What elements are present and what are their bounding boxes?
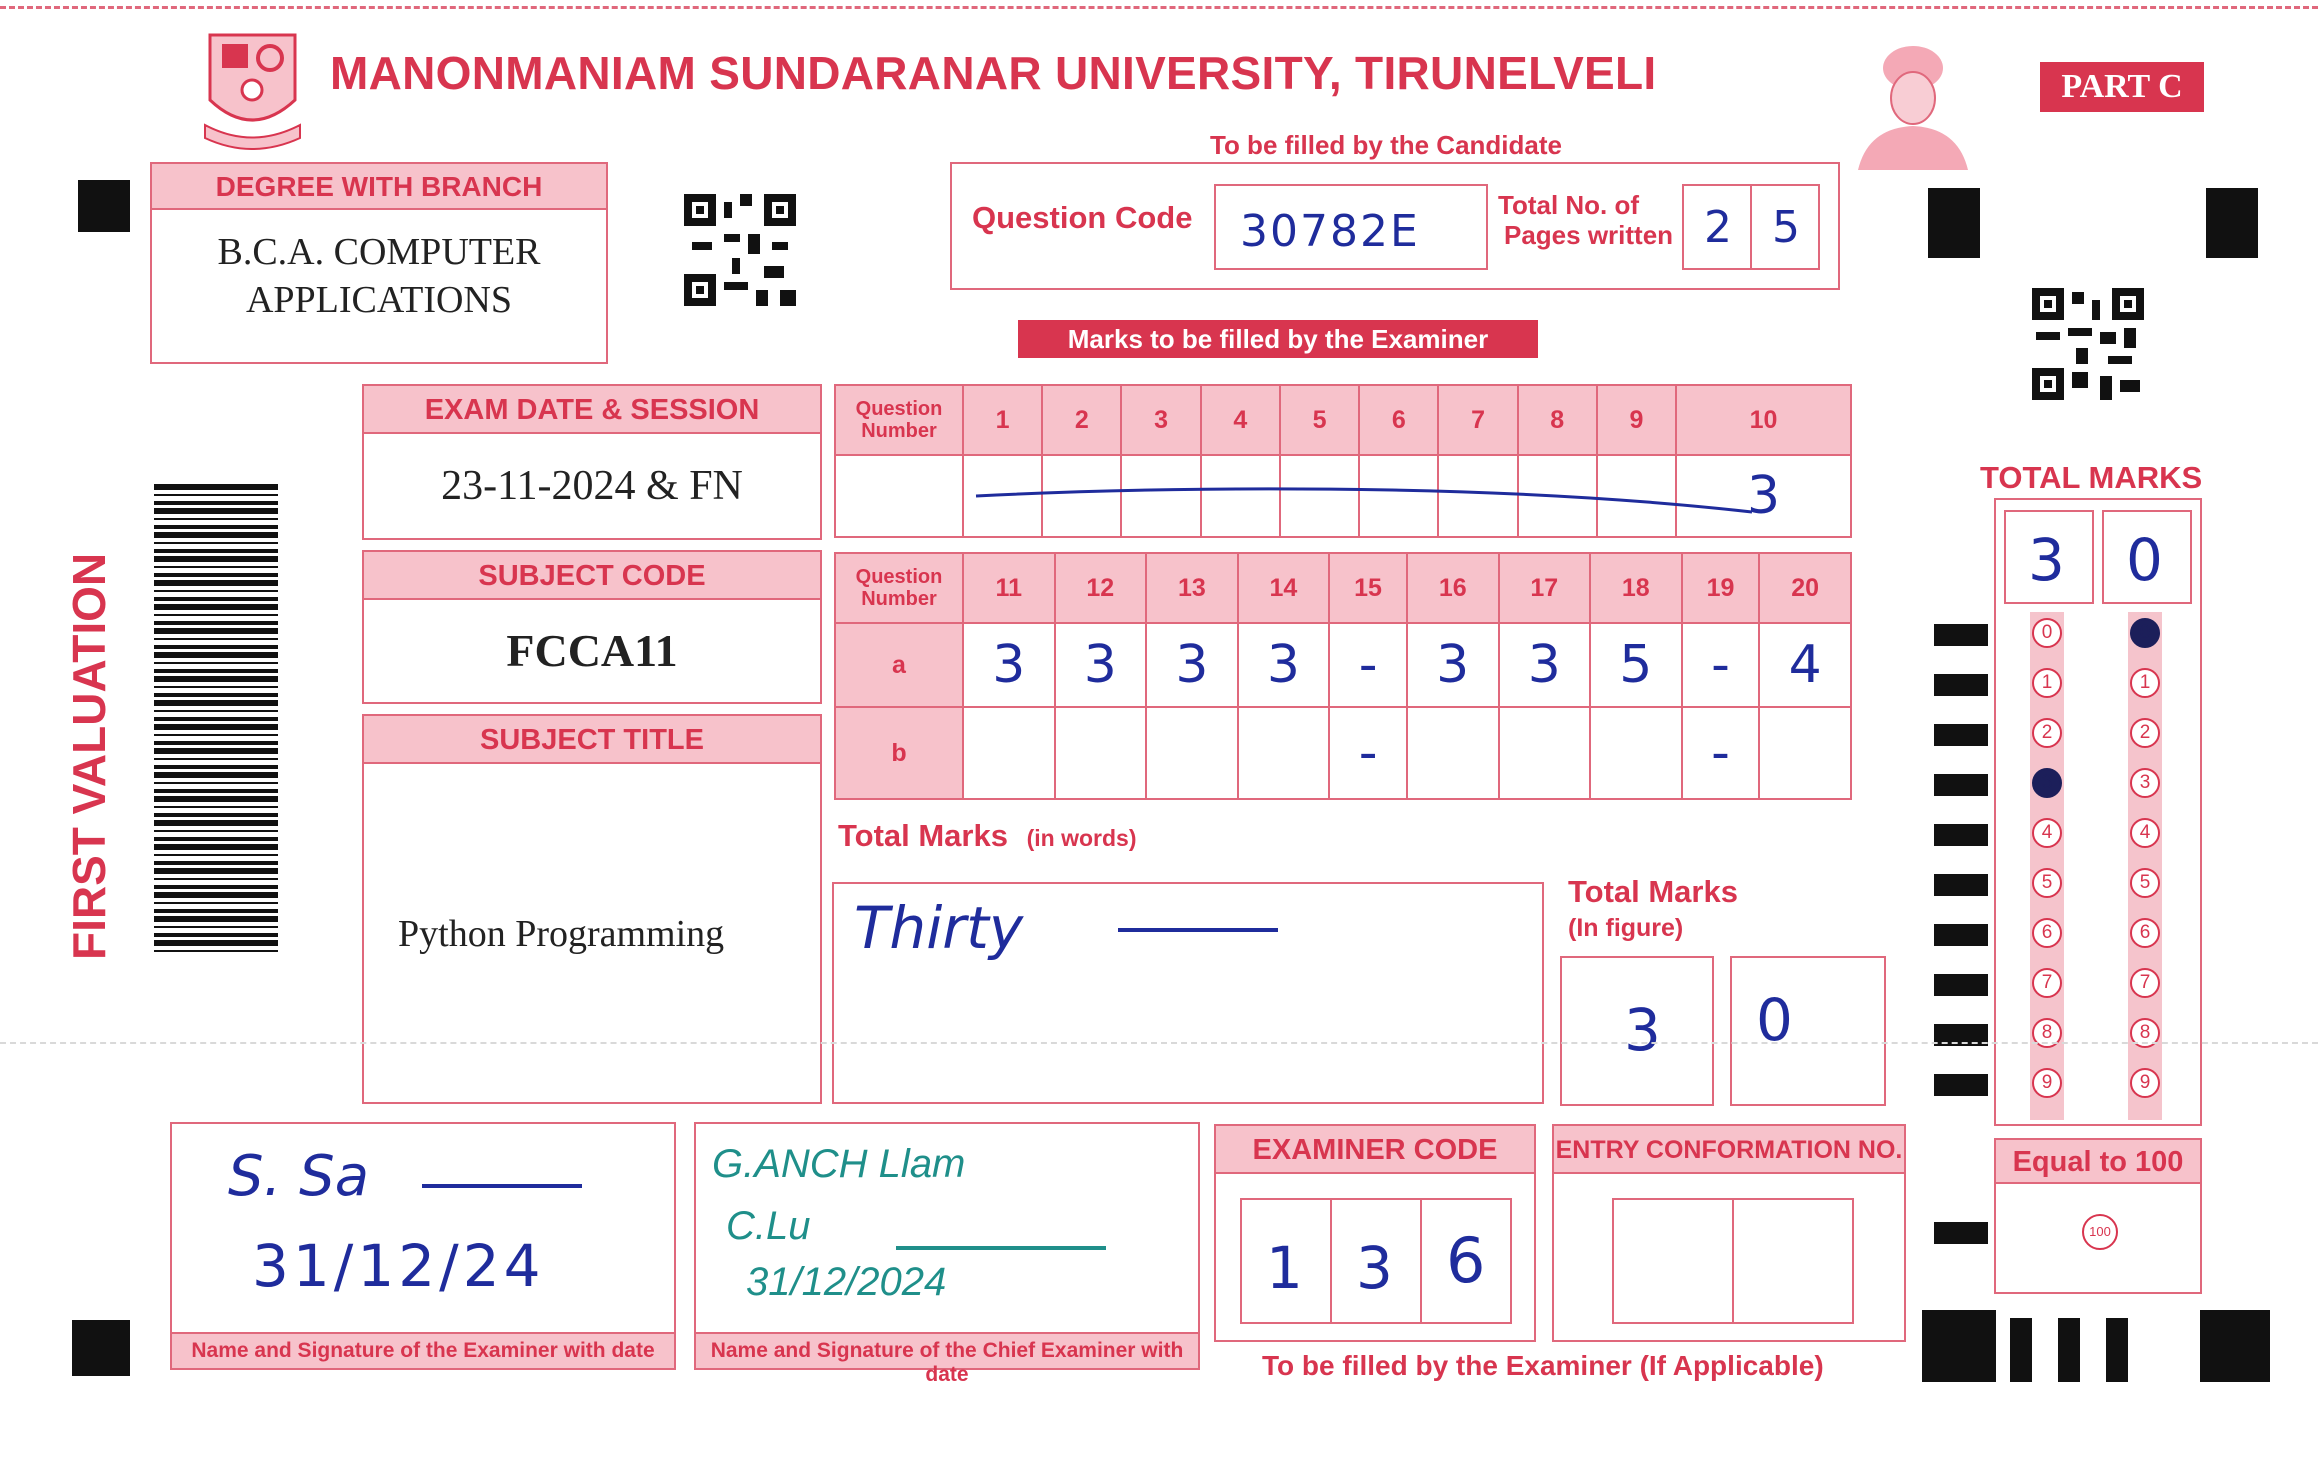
bubble-100[interactable]: 100 [2082,1214,2118,1250]
question-number: 19 [1682,553,1760,623]
total-words-label [838,818,1137,854]
timing-mark [2106,1318,2128,1382]
mark-cell-a[interactable]: 3 [1238,623,1330,707]
bubble-8[interactable]: 8 [2032,1018,2062,1048]
timing-mark [1934,1222,1988,1244]
total-marks-digit-box[interactable] [2102,510,2192,604]
entry-conf-label: ENTRY CONFORMATION NO. [1554,1126,1904,1174]
bubble-9[interactable]: 9 [2032,1068,2062,1098]
mark-cell-b[interactable] [1759,707,1851,799]
mark-cell-b[interactable] [1499,707,1591,799]
mark-cell-a[interactable]: 3 [1055,623,1147,707]
question-number: 11 [963,553,1055,623]
total-words-value: Thirty [854,894,1024,962]
subject-title-value: Python Programming [398,913,725,955]
examiner-caption-bar [172,1332,674,1368]
mark-cell[interactable]: 3 [1676,455,1851,537]
registration-marker [2206,188,2258,258]
bubble-0[interactable]: 0 [2130,618,2160,648]
total-marks-digit: 0 [2126,526,2163,594]
mark-cell-b[interactable] [1407,707,1499,799]
equal-to-label: Equal to 100 [1996,1140,2200,1184]
entry-conf-box [1552,1124,1906,1342]
total-figure-digit: 3 [1624,996,1661,1064]
mark-cell-a[interactable]: 5 [1590,623,1682,707]
subject-title-label: SUBJECT TITLE [364,716,820,764]
university-title: MANONMANIAM SUNDARANAR UNIVERSITY, TIRUNELVELI [330,47,1657,99]
exam-date-label: EXAM DATE & SESSION [364,386,820,434]
registration-marker [72,1320,130,1376]
question-number: 5 [1280,385,1359,455]
timing-mark [1922,1310,1996,1382]
total-marks-side-box [1994,498,2202,1126]
pages-digit: 2 [1704,202,1732,253]
examiner-code-digit-box[interactable] [1420,1198,1512,1324]
question-code-field[interactable] [1214,184,1488,270]
total-marks-digit-box[interactable] [2004,510,2094,604]
bubble-2[interactable]: 2 [2130,718,2160,748]
question-number: 20 [1759,553,1851,623]
total-words-sub: (in words) [1026,825,1137,851]
part-label: PART C [2061,68,2183,105]
question-number: 14 [1238,553,1330,623]
question-number: 18 [1590,553,1682,623]
bubble-3[interactable]: 3 [2032,768,2062,798]
degree-label: DEGREE WITH BRANCH [152,164,606,210]
mark-cell-b[interactable] [1055,707,1147,799]
bubble-8[interactable]: 8 [2130,1018,2160,1048]
examiner-code-box [1214,1124,1536,1342]
pages-digit: 5 [1772,202,1800,253]
question-number: 6 [1359,385,1438,455]
total-figure-sub: (In figure) [1568,914,1684,942]
question-number: 3 [1121,385,1200,455]
examiner-signature-box[interactable] [170,1122,676,1370]
exam-date-box [362,384,822,540]
examiner-code-digit-box[interactable] [1330,1198,1422,1324]
mark-cell-b[interactable]: - [1682,707,1760,799]
total-figure-digit: 0 [1756,986,1793,1054]
timing-mark [1934,724,1988,746]
chief-signature-line2: C.Lu [726,1204,811,1248]
mark-cell-b[interactable] [1146,707,1238,799]
mark-cell-a[interactable]: 3 [1146,623,1238,707]
question-code-label: Question Code [972,200,1193,235]
timing-mark [2200,1310,2270,1382]
total-figure-label: Total Marks [1568,874,1738,909]
question-number: 17 [1499,553,1591,623]
bubble-7[interactable]: 7 [2130,968,2160,998]
question-number: 10 [1676,385,1851,455]
entry-conf-cell[interactable] [1612,1198,1734,1324]
mark-cell-a[interactable]: 3 [963,623,1055,707]
candidate-note: To be filled by the Candidate [1210,130,1562,160]
question-number-header: Question Number [835,553,963,623]
portrait-image [1848,40,1978,170]
subject-code-label: SUBJECT CODE [364,552,820,600]
mark-cell-b[interactable] [963,707,1055,799]
bubble-4[interactable]: 4 [2032,818,2062,848]
part-badge [2040,62,2204,112]
pages-label-line2: Pages written [1504,220,1674,250]
examiner-sign-date: 31/12/24 [252,1232,545,1300]
timing-mark [1934,824,1988,846]
fold-line [0,1042,2318,1044]
examiner-code-digit: 6 [1446,1224,1486,1297]
timing-mark [1934,624,1988,646]
registration-marker [78,180,130,232]
bubble-1[interactable]: 1 [2032,668,2062,698]
top-cut-line [0,6,2318,9]
timing-mark [1934,1074,1988,1096]
exam-date-value: 23-11-2024 & FN [441,463,743,509]
timing-mark [1934,874,1988,896]
question-code-value: 30782E [1240,206,1420,257]
bubble-6[interactable]: 6 [2032,918,2062,948]
subject-code-value: FCCA11 [506,625,678,676]
entry-conf-cell[interactable] [1732,1198,1854,1324]
mark-cell-a[interactable]: - [1329,623,1407,707]
total-marks-side-label: TOTAL MARKS [1980,460,2203,495]
bubble-1[interactable]: 1 [2130,668,2160,698]
timing-mark [1934,924,1988,946]
question-number: 4 [1201,385,1280,455]
row-b-label: b [835,707,963,799]
pages-label-line1: Total No. of [1498,190,1640,220]
university-logo [200,30,305,150]
first-valuation-text: FIRST VALUATION [63,552,115,960]
mark-cell-a[interactable]: - [1682,623,1760,707]
examiner-signature: S. Sa [228,1144,370,1209]
pages-digit-box[interactable] [1682,184,1752,270]
chief-signature-stroke [896,1246,1106,1250]
mark-cell-b[interactable]: - [1329,707,1407,799]
question-number: 9 [1597,385,1676,455]
bubble-5[interactable]: 5 [2130,868,2160,898]
question-number: 15 [1329,553,1407,623]
subject-code-box [362,550,822,704]
total-words-title: Total Marks [838,818,1008,853]
question-number: 16 [1407,553,1499,623]
mark-cell-a[interactable]: 3 [1407,623,1499,707]
examiner-caption: Name and Signature of the Examiner with date [191,1339,655,1362]
barcode [154,484,278,952]
mark-cell-a[interactable]: 4 [1759,623,1851,707]
row-a-label: a [835,623,963,707]
timing-mark [1934,774,1988,796]
chief-caption-bar [696,1332,1198,1386]
question-number: 8 [1518,385,1597,455]
bubble-5[interactable]: 5 [2032,868,2062,898]
words-dash [1118,928,1278,932]
equal-to-box [1994,1138,2202,1294]
mark-cell-a[interactable]: 3 [1499,623,1591,707]
bubble-2[interactable]: 2 [2032,718,2062,748]
timing-mark [2058,1318,2080,1382]
total-figure-digit-box[interactable] [1730,956,1886,1106]
mark-cell-b[interactable] [1590,707,1682,799]
chief-signature-box[interactable] [694,1122,1200,1386]
examiner-note-banner [1018,320,1538,358]
examiner-code-label: EXAMINER CODE [1216,1126,1534,1174]
bubble-0[interactable]: 0 [2032,618,2062,648]
qr-code [684,194,796,311]
chief-sign-date: 31/12/2024 [746,1260,947,1304]
total-marks-digit: 3 [2028,526,2065,594]
degree-line2: APPLICATIONS [245,279,513,321]
timing-mark [2010,1318,2032,1382]
bubble-9[interactable]: 9 [2130,1068,2160,1098]
degree-line1: B.C.A. COMPUTER [217,231,541,273]
question-number: 12 [1055,553,1147,623]
first-valuation-label [62,480,116,960]
subject-title-box [362,714,822,1104]
question-number: 1 [963,385,1042,455]
timing-mark [1934,674,1988,696]
strike-line [972,482,1762,522]
registration-marker [1928,188,1980,258]
examiner-code-digit-box[interactable] [1240,1198,1332,1324]
question-number: 13 [1146,553,1238,623]
total-words-box[interactable] [832,882,1544,1104]
examiner-note: Marks to be filled by the Examiner [1067,324,1489,354]
mark-cell-b[interactable] [1238,707,1330,799]
total-figure-digit-box[interactable] [1560,956,1714,1106]
marks-grid-2 [834,552,1852,800]
examiner-code-digit: 3 [1356,1234,1393,1302]
qr-code [2030,288,2146,405]
examiner-code-digit: 1 [1266,1234,1303,1302]
question-number: 2 [1042,385,1121,455]
mark-row-label [835,455,963,537]
question-number: 7 [1438,385,1517,455]
footer-note: To be filled by the Examiner (If Applicable) [1262,1350,1824,1381]
chief-signature-line1: G.ANCH Llam [712,1142,966,1186]
bubble-4[interactable]: 4 [2130,818,2160,848]
degree-box [150,162,608,364]
bubble-3[interactable]: 3 [2130,768,2160,798]
pages-digit-box[interactable] [1750,184,1820,270]
bubble-6[interactable]: 6 [2130,918,2160,948]
bubble-7[interactable]: 7 [2032,968,2062,998]
timing-mark [1934,974,1988,996]
chief-caption: Name and Signature of the Chief Examiner with date [710,1339,1184,1386]
question-code-box [950,162,1840,290]
question-number-header: Question Number [835,385,963,455]
signature-stroke [422,1184,582,1188]
